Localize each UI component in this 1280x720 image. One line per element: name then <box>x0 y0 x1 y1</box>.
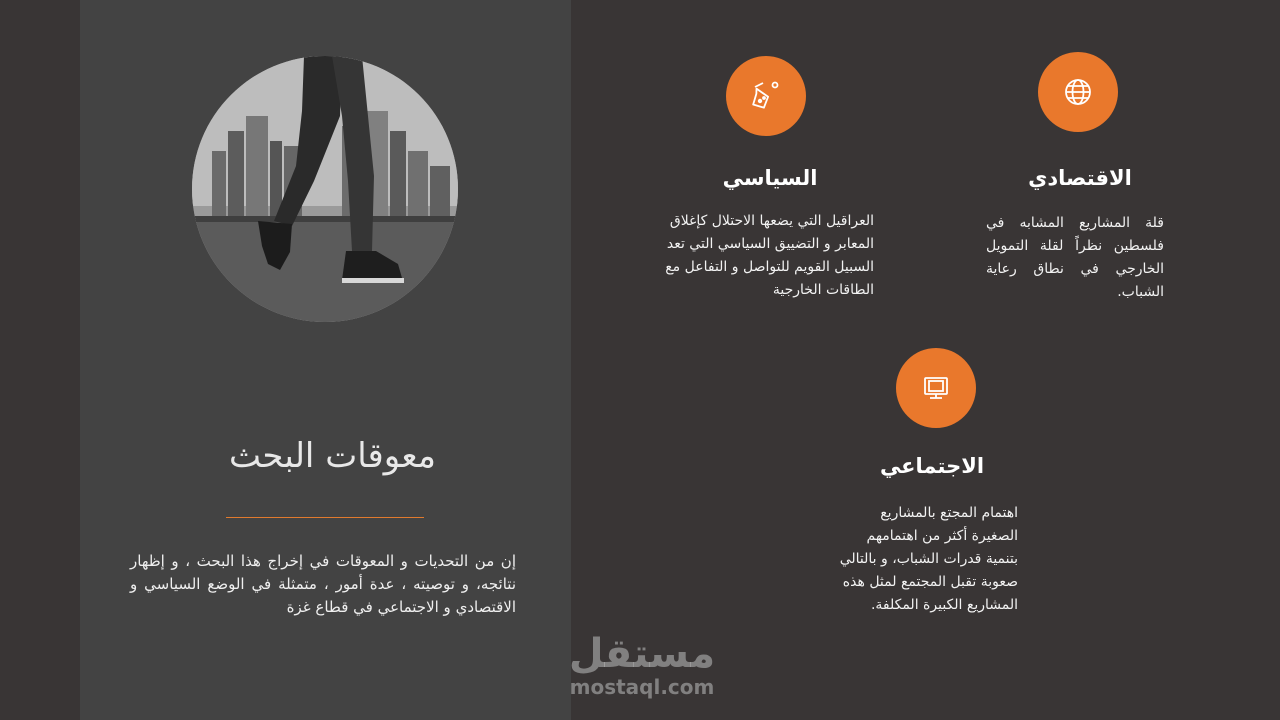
monitor-icon <box>896 348 976 428</box>
intro-text: إن من التحديات و المعوقات في إخراج هذا البحث ، و إظهار نتائجه، و توصيته ، عدة أمور ، متمثلة في الوضع السياسي و الاقتصادي و الاجتماعي في قطاع غزة <box>130 552 516 616</box>
watermark-latin: mostaql.com <box>569 675 715 699</box>
social-text: اهتمام المجتع بالمشاريع الصغيرة أكثر من اهتمامهم بتنمية قدرات الشباب، و بالتالي صعوبة تقبل المجتمع لمثل هذه المشاريع الكبيرة المكلفة. <box>839 505 1018 613</box>
walking-photo <box>192 56 458 322</box>
economic-heading: الاقتصادي <box>1028 166 1132 190</box>
economic-text: قلة المشاريع المشابه في فلسطين نظراً لقلة التمويل الخارجي في نطاق رعاية الشباب. <box>986 215 1164 300</box>
watermark-arabic: مستقل <box>568 631 716 677</box>
flask-icon <box>726 56 806 136</box>
political-heading: السياسي <box>722 166 818 190</box>
political-text: العراقيل التي يضعها الاحتلال كإغلاق المعابر و التضييق السياسي التي تعد السبيل القويم للتواصل و التفاعل مع الطاقات الخارجية <box>665 213 874 298</box>
mostaql-watermark <box>562 632 722 698</box>
globe-icon <box>1038 52 1118 132</box>
title-divider <box>226 517 424 518</box>
page-title: معوقات البحث <box>228 436 436 476</box>
social-heading: الاجتماعي <box>879 454 985 478</box>
